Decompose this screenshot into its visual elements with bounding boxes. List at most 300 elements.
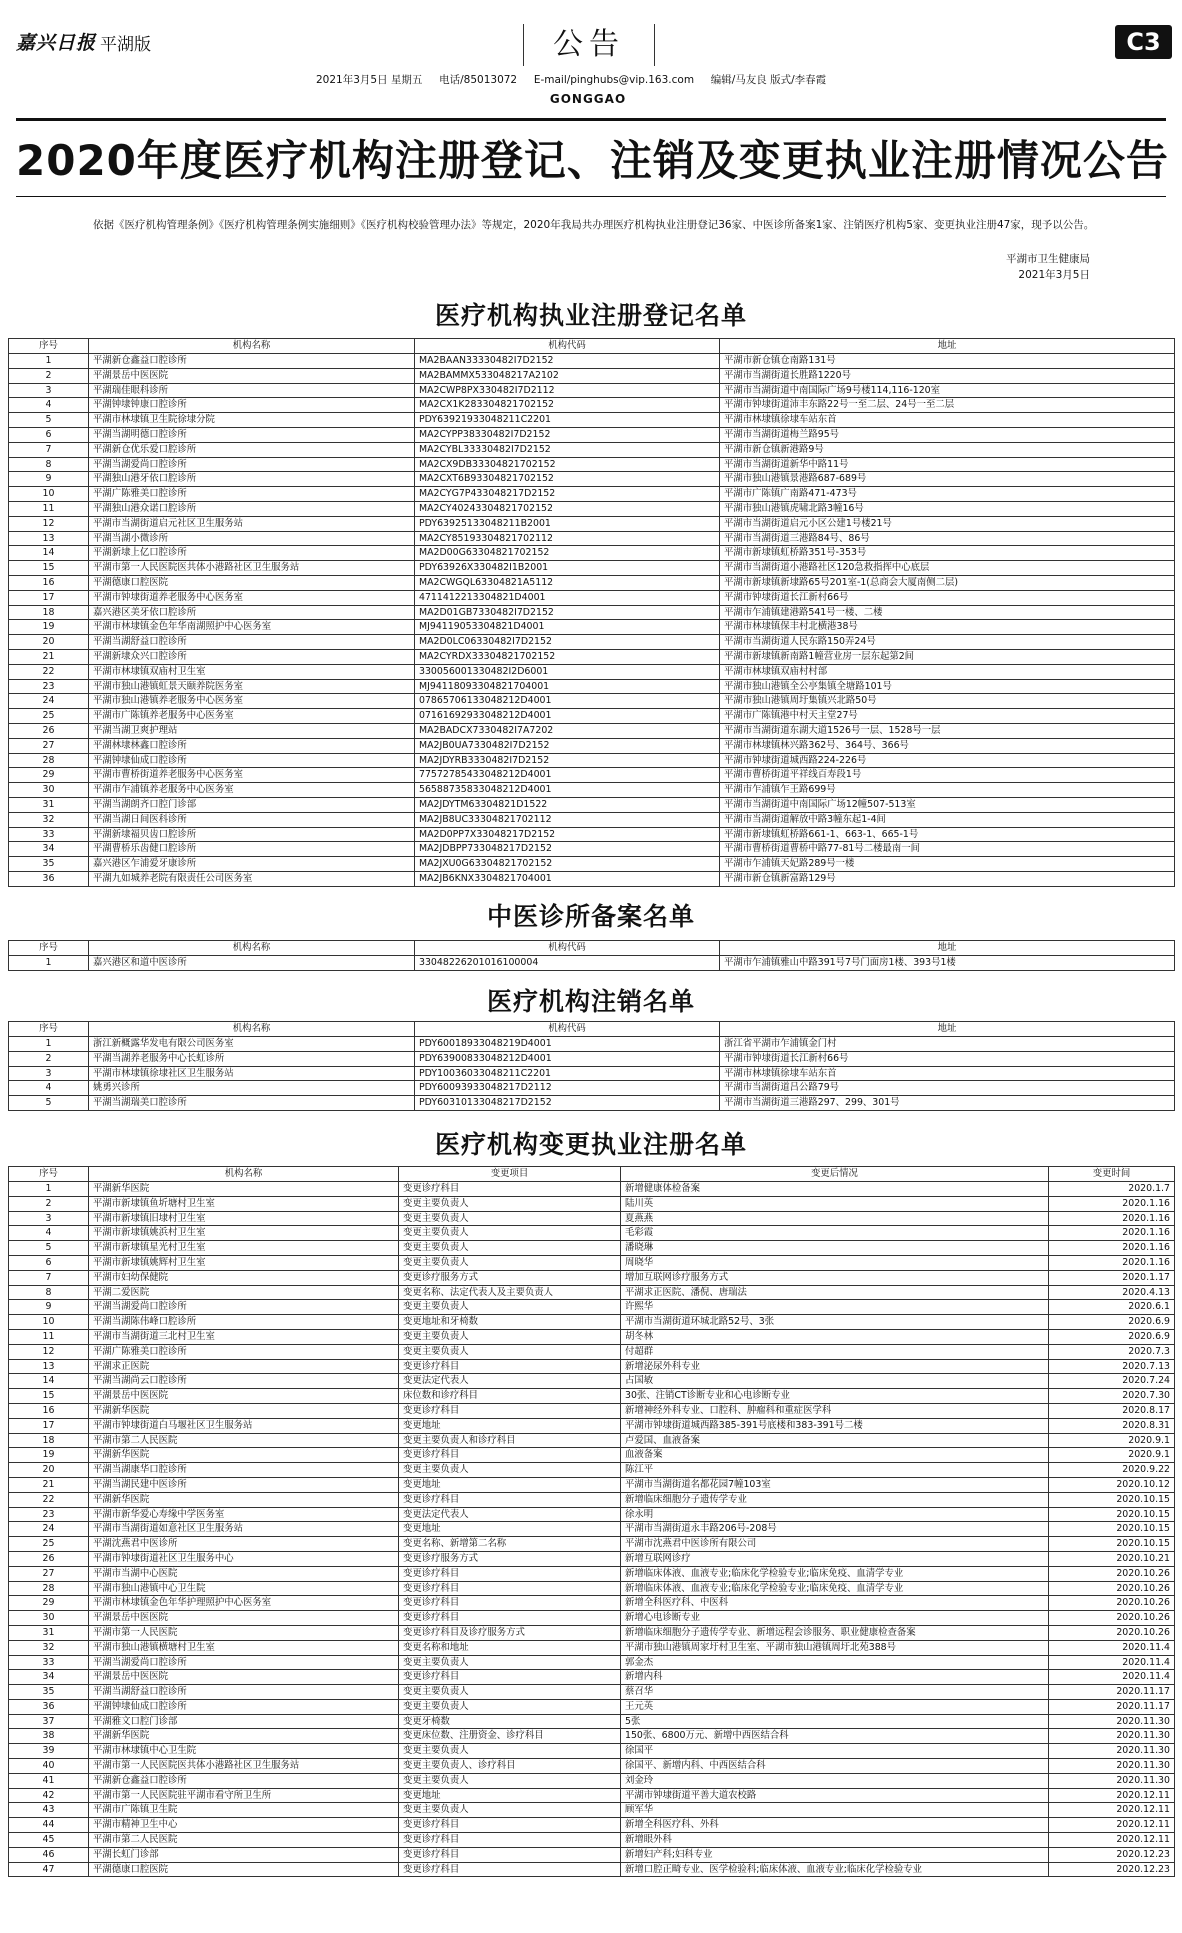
table-row [9,709,1175,724]
table-cell: 平湖市新埭镇新南路1幢营业房一层东起第2间 [720,649,1175,664]
table-row [9,664,1175,679]
table-cell: 33048226201016100004 [415,956,720,971]
table-cell: 2020.8.31 [1049,1418,1175,1433]
table-cell: 新增泌尿外科专业 [621,1359,1049,1374]
table-cell: 平湖当湖爱尚口腔诊所 [89,1300,399,1315]
table-cell: 平湖市当湖街道三北村卫生室 [89,1329,399,1344]
table-cell: 13 [9,1359,89,1374]
table-cell: 33 [9,1655,89,1670]
table-header-row [9,1167,1175,1182]
table-row [9,1226,1175,1241]
table-cell: 40 [9,1759,89,1774]
table-cell: 平湖市第一人民医院驻平湖市看守所卫生所 [89,1788,399,1803]
table-cell: 平湖市广陈镇广南路471-473号 [720,487,1175,502]
table-cell: 2020.10.26 [1049,1625,1175,1640]
table-cell: 新增临床细胞分子遗传学专业、新增远程会诊服务、职业健康检查备案 [621,1625,1049,1640]
table-cell: MA2CX1K283304821702152 [415,398,720,413]
table-cell: 变更名称、法定代表人及主要负责人 [399,1285,621,1300]
table-cell: 平湖雅文口腔门诊部 [89,1714,399,1729]
table-cell: 平湖市妇幼保健院 [89,1270,399,1285]
column-header: 变更项目 [399,1167,621,1182]
table-cell: 平湖市当湖街道小港路社区120急救指挥中心底层 [720,561,1175,576]
table-cell: 31 [9,797,89,812]
table-cell: 卢爱国、血液备案 [621,1433,1049,1448]
table-cell: 8 [9,1285,89,1300]
table-cell: 平湖新华医院 [89,1182,399,1197]
table-cell: 2020.10.15 [1049,1522,1175,1537]
table-cell: PDY60310133048217D2152 [415,1096,720,1111]
table-cell: 36 [9,1699,89,1714]
table-cell: 2020.12.11 [1049,1788,1175,1803]
table-cell: 5 [9,1096,89,1111]
table-row [9,1285,1175,1300]
table-cell: 平湖求正医院、潘倪、唐瑞法 [621,1285,1049,1300]
table-cell: 平湖市新埭镇姚辉村卫生室 [89,1255,399,1270]
table-cell: 变更主要负责人 [399,1744,621,1759]
changes-title: 医疗机构变更执业注册名单 [434,1130,747,1159]
table-cell: 平湖九如城养老院有限责任公司医务室 [89,871,415,886]
table-cell: 2020.11.30 [1049,1714,1175,1729]
table-cell: 平湖市当湖街道如意社区卫生服务站 [89,1522,399,1537]
table-cell: 平湖市广陈镇卫生院 [89,1803,399,1818]
table-cell: 20 [9,635,89,650]
table-cell: MA2CYRDX33304821702152 [415,649,720,664]
table-row [9,546,1175,561]
table-cell: MA2JB8UC33304821702112 [415,812,720,827]
table-cell: 平湖当湖日间医科诊所 [89,812,415,827]
table-cell: 变更诊疗科目 [399,1566,621,1581]
table-cell: 47 [9,1862,89,1877]
table-cell: 平湖市乍浦镇天妃路289号一楼 [720,857,1175,872]
table-cell: 2020.10.21 [1049,1551,1175,1566]
table-cell: 07161692933048212D4001 [415,709,720,724]
table-cell: 4 [9,1226,89,1241]
table-row [9,1182,1175,1197]
table-cell: MA2D0LC06330482I7D2152 [415,635,720,650]
column-header: 地址 [720,339,1175,354]
table-row [9,561,1175,576]
table-cell: 2020.11.4 [1049,1640,1175,1655]
table-cell: 平湖市钟埭街道白马堰社区卫生服务站 [89,1418,399,1433]
column-header: 变更时间 [1049,1167,1175,1182]
table-cell: 变更诊疗科目 [399,1611,621,1626]
table-cell: 平湖独山港众诺口腔诊所 [89,501,415,516]
table-cell: 35 [9,857,89,872]
table-cell: 平湖广陈雅美口腔诊所 [89,487,415,502]
table-row [9,413,1175,428]
table-cell: 夏燕燕 [621,1211,1049,1226]
table-row [9,1344,1175,1359]
table-cell: 变更主要负责人 [399,1344,621,1359]
table-cell: 18 [9,605,89,620]
table-cell: PDY60018933048219D4001 [415,1037,720,1052]
table-cell: MA2CYBL33330482I7D2152 [415,442,720,457]
table-cell: 36 [9,871,89,886]
table-cell: 44 [9,1818,89,1833]
tcm-title: 中医诊所备案名单 [486,902,695,931]
table-cell: 2020.6.9 [1049,1315,1175,1330]
table-cell: 平湖市林埭镇林兴路362号、364号、366号 [720,738,1175,753]
table-cell: 平湖市新华爱心寿缘中学医务室 [89,1507,399,1522]
table-cell: 12 [9,516,89,531]
phone: 电话/85013072 [439,74,518,86]
table-cell: 2020.11.30 [1049,1759,1175,1774]
table-row [9,1699,1175,1714]
table-cell: 变更牙椅数 [399,1714,621,1729]
table-cell: 平湖当湖爱尚口腔诊所 [89,1655,399,1670]
table-row [9,501,1175,516]
section-title-en: GONGGAO [549,92,627,106]
table-row [9,383,1175,398]
table-cell: 6 [9,1255,89,1270]
table-cell: 33 [9,827,89,842]
table-cell: 9 [9,1300,89,1315]
column-header: 机构代码 [415,1022,720,1037]
table-cell: 39 [9,1744,89,1759]
table-cell: 平湖市精神卫生中心 [89,1818,399,1833]
table-cell: PDY60093933048217D2112 [415,1081,720,1096]
table-cell: 平湖景岳中医医院 [89,1670,399,1685]
table-cell: 23 [9,679,89,694]
table-cell: 平湖市钟埭街道社区卫生服务中心 [89,1551,399,1566]
table-cell: 变更诊疗科目 [399,1833,621,1848]
table-cell: 平湖当湖陈伟峰口腔诊所 [89,1315,399,1330]
table-cell: 嘉兴港区乍浦爱牙康诊所 [89,857,415,872]
page-number: C3 [1115,25,1172,59]
table-row [9,1729,1175,1744]
table-cell: 平湖当湖明德口腔诊所 [89,427,415,442]
table-cell: 5 [9,413,89,428]
table-row [9,1066,1175,1081]
table-cell: 46 [9,1847,89,1862]
registration-table [8,338,1175,887]
table-cell: 16 [9,1403,89,1418]
dateline [316,72,826,87]
table-cell: 平湖当湖尚云口腔诊所 [89,1374,399,1389]
table-cell: 7 [9,1270,89,1285]
table-cell: 变更名称、新增第二名称 [399,1537,621,1552]
table-cell: MA2JB0UA7330482I7D2152 [415,738,720,753]
table-cell: MA2D01GB7330482I7D2152 [415,605,720,620]
table-cell: 平湖市钟埭街道长江新村66号 [720,1051,1175,1066]
table-row [9,1241,1175,1256]
table-cell: 29 [9,1596,89,1611]
table-cell: 平湖钟埭钟康口腔诊所 [89,398,415,413]
table-row [9,857,1175,872]
table-cell: 平湖市当湖街道启元小区公建1号楼21号 [720,516,1175,531]
table-cell: 变更主要负责人 [399,1463,621,1478]
table-cell: 30张、注销CT诊断专业和心电诊断专业 [621,1389,1049,1404]
table-cell: 新增眼外科 [621,1833,1049,1848]
table-cell: 平湖景岳中医医院 [89,1389,399,1404]
table-cell: 32 [9,812,89,827]
tcm-table [8,940,1175,971]
table-cell: 平湖市当湖街道长胜路1220号 [720,368,1175,383]
table-cell: MA2BAMMX533048217A2102 [415,368,720,383]
table-cell: 变更诊疗科目 [399,1492,621,1507]
table-cell: 姚勇兴诊所 [89,1081,415,1096]
table-cell: 8 [9,457,89,472]
table-cell: 43 [9,1803,89,1818]
table-row [9,827,1175,842]
table-cell: 平湖市第一人民医院 [89,1625,399,1640]
table-cell: 2020.1.16 [1049,1196,1175,1211]
table-cell: 4 [9,398,89,413]
table-row [9,956,1175,971]
table-cell: 42 [9,1788,89,1803]
table-cell: 平湖市独山港镇景港路687-689号 [720,472,1175,487]
table-cell: 变更法定代表人 [399,1507,621,1522]
table-cell: 顾军华 [621,1803,1049,1818]
table-cell: 2020.9.1 [1049,1448,1175,1463]
table-cell: 变更诊疗科目 [399,1359,621,1374]
table-cell: 1 [9,1182,89,1197]
table-row [9,575,1175,590]
table-cell: 2020.12.23 [1049,1847,1175,1862]
table-cell: 平湖市独山港镇周圩集镇兴北路50号 [720,694,1175,709]
column-header: 机构代码 [415,339,720,354]
table-cell: 新增临床体液、血液专业;临床化学检验专业;临床免疫、血清学专业 [621,1566,1049,1581]
table-cell: 床位数和诊疗科目 [399,1389,621,1404]
table-cell: 平湖市当湖街道解放中路3幢东起1-4间 [720,812,1175,827]
table-cell: 平湖市新仓镇仓南路131号 [720,354,1175,369]
table-cell: 平湖市当湖街道三港路84号、86号 [720,531,1175,546]
table-cell: 平湖市新仓镇新富路129号 [720,871,1175,886]
table-cell: 平湖市林埭镇保丰村北横港38号 [720,620,1175,635]
table-cell: 2020.6.9 [1049,1329,1175,1344]
table-row [9,590,1175,605]
column-header: 变更后情况 [621,1167,1049,1182]
table-row [9,635,1175,650]
table-cell: 2020.7.24 [1049,1374,1175,1389]
table-cell: MJ94118093304821704001 [415,679,720,694]
table-cell: 1 [9,354,89,369]
table-row [9,1403,1175,1418]
table-cell: MA2JXU0G63304821702152 [415,857,720,872]
table-cell: 15 [9,1389,89,1404]
cancellation-title: 医疗机构注销名单 [486,987,695,1016]
table-cell: 平湖市当湖街道中南国际广场12幢507-513室 [720,797,1175,812]
table-cell: 徐永明 [621,1507,1049,1522]
table-cell: 平湖景岳中医医院 [89,1611,399,1626]
table-cell: 陆川英 [621,1196,1049,1211]
table-cell: MA2CY40243304821702152 [415,501,720,516]
section-box [523,24,655,66]
table-cell: 平湖市独山港镇养老服务中心医务室 [89,694,415,709]
table-cell: 平湖当湖卫爽护理站 [89,723,415,738]
table-cell: 平湖德康口腔医院 [89,1862,399,1877]
table-cell: 12 [9,1344,89,1359]
table-cell: 平湖市林埭镇卫生院徐埭分院 [89,413,415,428]
headline: 2020年度医疗机构注册登记、注销及变更执业注册情况公告 [16,136,1169,185]
table-cell: 平湖新仓鑫益口腔诊所 [89,1773,399,1788]
table-cell: 新增神经外科专业、口腔科、肿瘤科和重症医学科 [621,1403,1049,1418]
table-row [9,1551,1175,1566]
table-row [9,1655,1175,1670]
table-cell: 平湖当湖民建中医诊所 [89,1477,399,1492]
table-cell: 28 [9,753,89,768]
table-cell: 变更主要负责人 [399,1685,621,1700]
table-cell: 潘晓琳 [621,1241,1049,1256]
table-row [9,1773,1175,1788]
table-cell: 平湖钟埭仙成口腔诊所 [89,1699,399,1714]
table-cell: 2020.1.16 [1049,1226,1175,1241]
table-cell: 变更主要负责人和诊疗科目 [399,1433,621,1448]
table-cell: 37 [9,1714,89,1729]
column-header: 地址 [720,941,1175,956]
table-cell: 2020.9.1 [1049,1433,1175,1448]
table-cell: 平湖市曹桥街道养老服务中心医务室 [89,768,415,783]
table-cell: 浙江省平湖市乍浦镇金门村 [720,1037,1175,1052]
table-row [9,1566,1175,1581]
table-cell: 变更诊疗科目 [399,1670,621,1685]
table-cell: 14 [9,546,89,561]
table-cell: 7 [9,442,89,457]
table-cell: 平湖市独山港镇中心卫生院 [89,1581,399,1596]
table-cell: 平湖新埭上亿口腔诊所 [89,546,415,561]
table-row [9,620,1175,635]
table-row [9,1803,1175,1818]
table-cell: PDY10036033048211C2201 [415,1066,720,1081]
table-cell: 平湖市钟埭街道城西路224-226号 [720,753,1175,768]
table-cell: 平湖市林埭镇双庙村村部 [720,664,1175,679]
table-row [9,1418,1175,1433]
table-cell: 38 [9,1729,89,1744]
table-cell: 增加互联网诊疗服务方式 [621,1270,1049,1285]
table-cell: 2020.10.26 [1049,1566,1175,1581]
table-cell: 2020.1.17 [1049,1270,1175,1285]
table-cell: 平湖景岳中医医院 [89,368,415,383]
table-cell: 平湖钟埭仙成口腔诊所 [89,753,415,768]
table-cell: MA2D00G63304821702152 [415,546,720,561]
table-cell: 2020.11.17 [1049,1699,1175,1714]
table-cell: 150张、6800万元、新增中西医结合科 [621,1729,1049,1744]
table-cell: 19 [9,620,89,635]
table-cell: 平湖市钟埭街道城西路385-391号底楼和383-391号二楼 [621,1418,1049,1433]
table-cell: 平湖当湖小微诊所 [89,531,415,546]
table-cell: 34 [9,842,89,857]
table-cell: 平湖新华医院 [89,1729,399,1744]
table-cell: 平湖市广陈镇养老服务中心医务室 [89,709,415,724]
table-cell: 平湖市当湖街道永丰路206号-208号 [621,1522,1049,1537]
table-row [9,1096,1175,1111]
table-cell: 平湖市独山港镇全公亭集镇全塘路101号 [720,679,1175,694]
table-row [9,1611,1175,1626]
table-cell: 平湖新埭众兴口腔诊所 [89,649,415,664]
table-cell: 2020.11.30 [1049,1773,1175,1788]
table-cell: PDY63921933048211C2201 [415,413,720,428]
table-cell: 变更法定代表人 [399,1374,621,1389]
table-cell: 平湖市独山港镇周家圩村卫生室、平湖市独山港镇周圩北苑388号 [621,1640,1049,1655]
table-row [9,723,1175,738]
table-cell: 平湖独山港牙依口腔诊所 [89,472,415,487]
table-cell: 平湖市曹桥街道平祥线百寿段1号 [720,768,1175,783]
table-cell: 新增内科 [621,1670,1049,1685]
table-header-row [9,1022,1175,1037]
table-cell: 新增口腔正畸专业、医学检验科;临床体液、血液专业;临床化学检验专业 [621,1862,1049,1877]
registration-title: 医疗机构执业注册登记名单 [434,301,747,330]
table-cell: 平湖市新埭镇姚浜村卫生室 [89,1226,399,1241]
table-cell: 平湖二爱医院 [89,1285,399,1300]
table-cell: 刘金玲 [621,1773,1049,1788]
table-cell: 10 [9,1315,89,1330]
table-cell: 平湖曹桥乐齿健口腔诊所 [89,842,415,857]
table-cell: 平湖市林埭镇徐埭车站东首 [720,1066,1175,1081]
table-cell: 24 [9,694,89,709]
table-cell: 29 [9,768,89,783]
table-cell: 2020.7.3 [1049,1344,1175,1359]
table-cell: 25 [9,709,89,724]
table-cell: 平湖新华医院 [89,1448,399,1463]
table-cell: 56588735833048212D4001 [415,783,720,798]
table-row [9,1389,1175,1404]
table-row [9,1359,1175,1374]
column-header: 机构名称 [89,941,415,956]
table-cell: 变更地址 [399,1522,621,1537]
table-row [9,1374,1175,1389]
table-cell: 平湖市乍浦镇雅山中路391号7号门面房1楼、393号1楼 [720,956,1175,971]
table-row [9,694,1175,709]
table-cell: 平湖当湖朗齐口腔门诊部 [89,797,415,812]
table-cell: 平湖市当湖街道吕公路79号 [720,1081,1175,1096]
table-row [9,1448,1175,1463]
table-cell: 变更主要负责人 [399,1241,621,1256]
table-cell: 2020.12.11 [1049,1818,1175,1833]
table-cell: 17 [9,590,89,605]
table-cell: 平湖市第二人民医院 [89,1433,399,1448]
table-cell: 变更地址 [399,1418,621,1433]
table-cell: 2 [9,1196,89,1211]
table-cell: 平湖新华医院 [89,1492,399,1507]
table-cell: 19 [9,1448,89,1463]
table-row [9,768,1175,783]
changes-table [8,1166,1175,1877]
table-cell: 郭金杰 [621,1655,1049,1670]
table-cell: 变更诊疗服务方式 [399,1551,621,1566]
table-cell: 2020.10.26 [1049,1581,1175,1596]
table-cell: 2020.11.30 [1049,1729,1175,1744]
table-cell: 41 [9,1773,89,1788]
table-cell: 平湖市钟埭街道平善大道农校路 [621,1788,1049,1803]
table-cell: 16 [9,575,89,590]
table-row [9,472,1175,487]
table-cell: 28 [9,1581,89,1596]
table-cell: 平湖市新仓镇新港路9号 [720,442,1175,457]
table-cell: PDY63900833048212D4001 [415,1051,720,1066]
newspaper-logo: 嘉兴日报 [16,32,97,54]
table-cell: 5 [9,1241,89,1256]
table-cell: 变更主要负责人 [399,1255,621,1270]
table-cell: 2 [9,1051,89,1066]
table-cell: 平湖市当湖街道启元社区卫生服务站 [89,516,415,531]
table-row [9,1463,1175,1478]
table-cell: 平湖市乍浦镇乍王路699号 [720,783,1175,798]
table-cell: 变更主要负责人 [399,1300,621,1315]
table-cell: 嘉兴港区美牙依口腔诊所 [89,605,415,620]
table-cell: 10 [9,487,89,502]
intro-paragraph: 依据《医疗机构管理条例》《医疗机构管理条例实施细则》《医疗机构校验管理办法》等规定，2020年我局共办理医疗机构执业注册登记36家、中医诊所备案1家、注销医疗机构5家、变更执业注册47家，现予以公告。 [93,219,1095,231]
column-header: 地址 [720,1022,1175,1037]
headline-rule [16,196,1166,197]
table-cell: 15 [9,561,89,576]
table-cell: 2020.12.11 [1049,1833,1175,1848]
table-cell: 平湖德康口腔医院 [89,575,415,590]
table-cell: 胡冬林 [621,1329,1049,1344]
table-cell: 变更主要负责人 [399,1226,621,1241]
table-cell: 21 [9,649,89,664]
table-cell: 变更诊疗科目 [399,1596,621,1611]
column-header: 序号 [9,941,89,956]
